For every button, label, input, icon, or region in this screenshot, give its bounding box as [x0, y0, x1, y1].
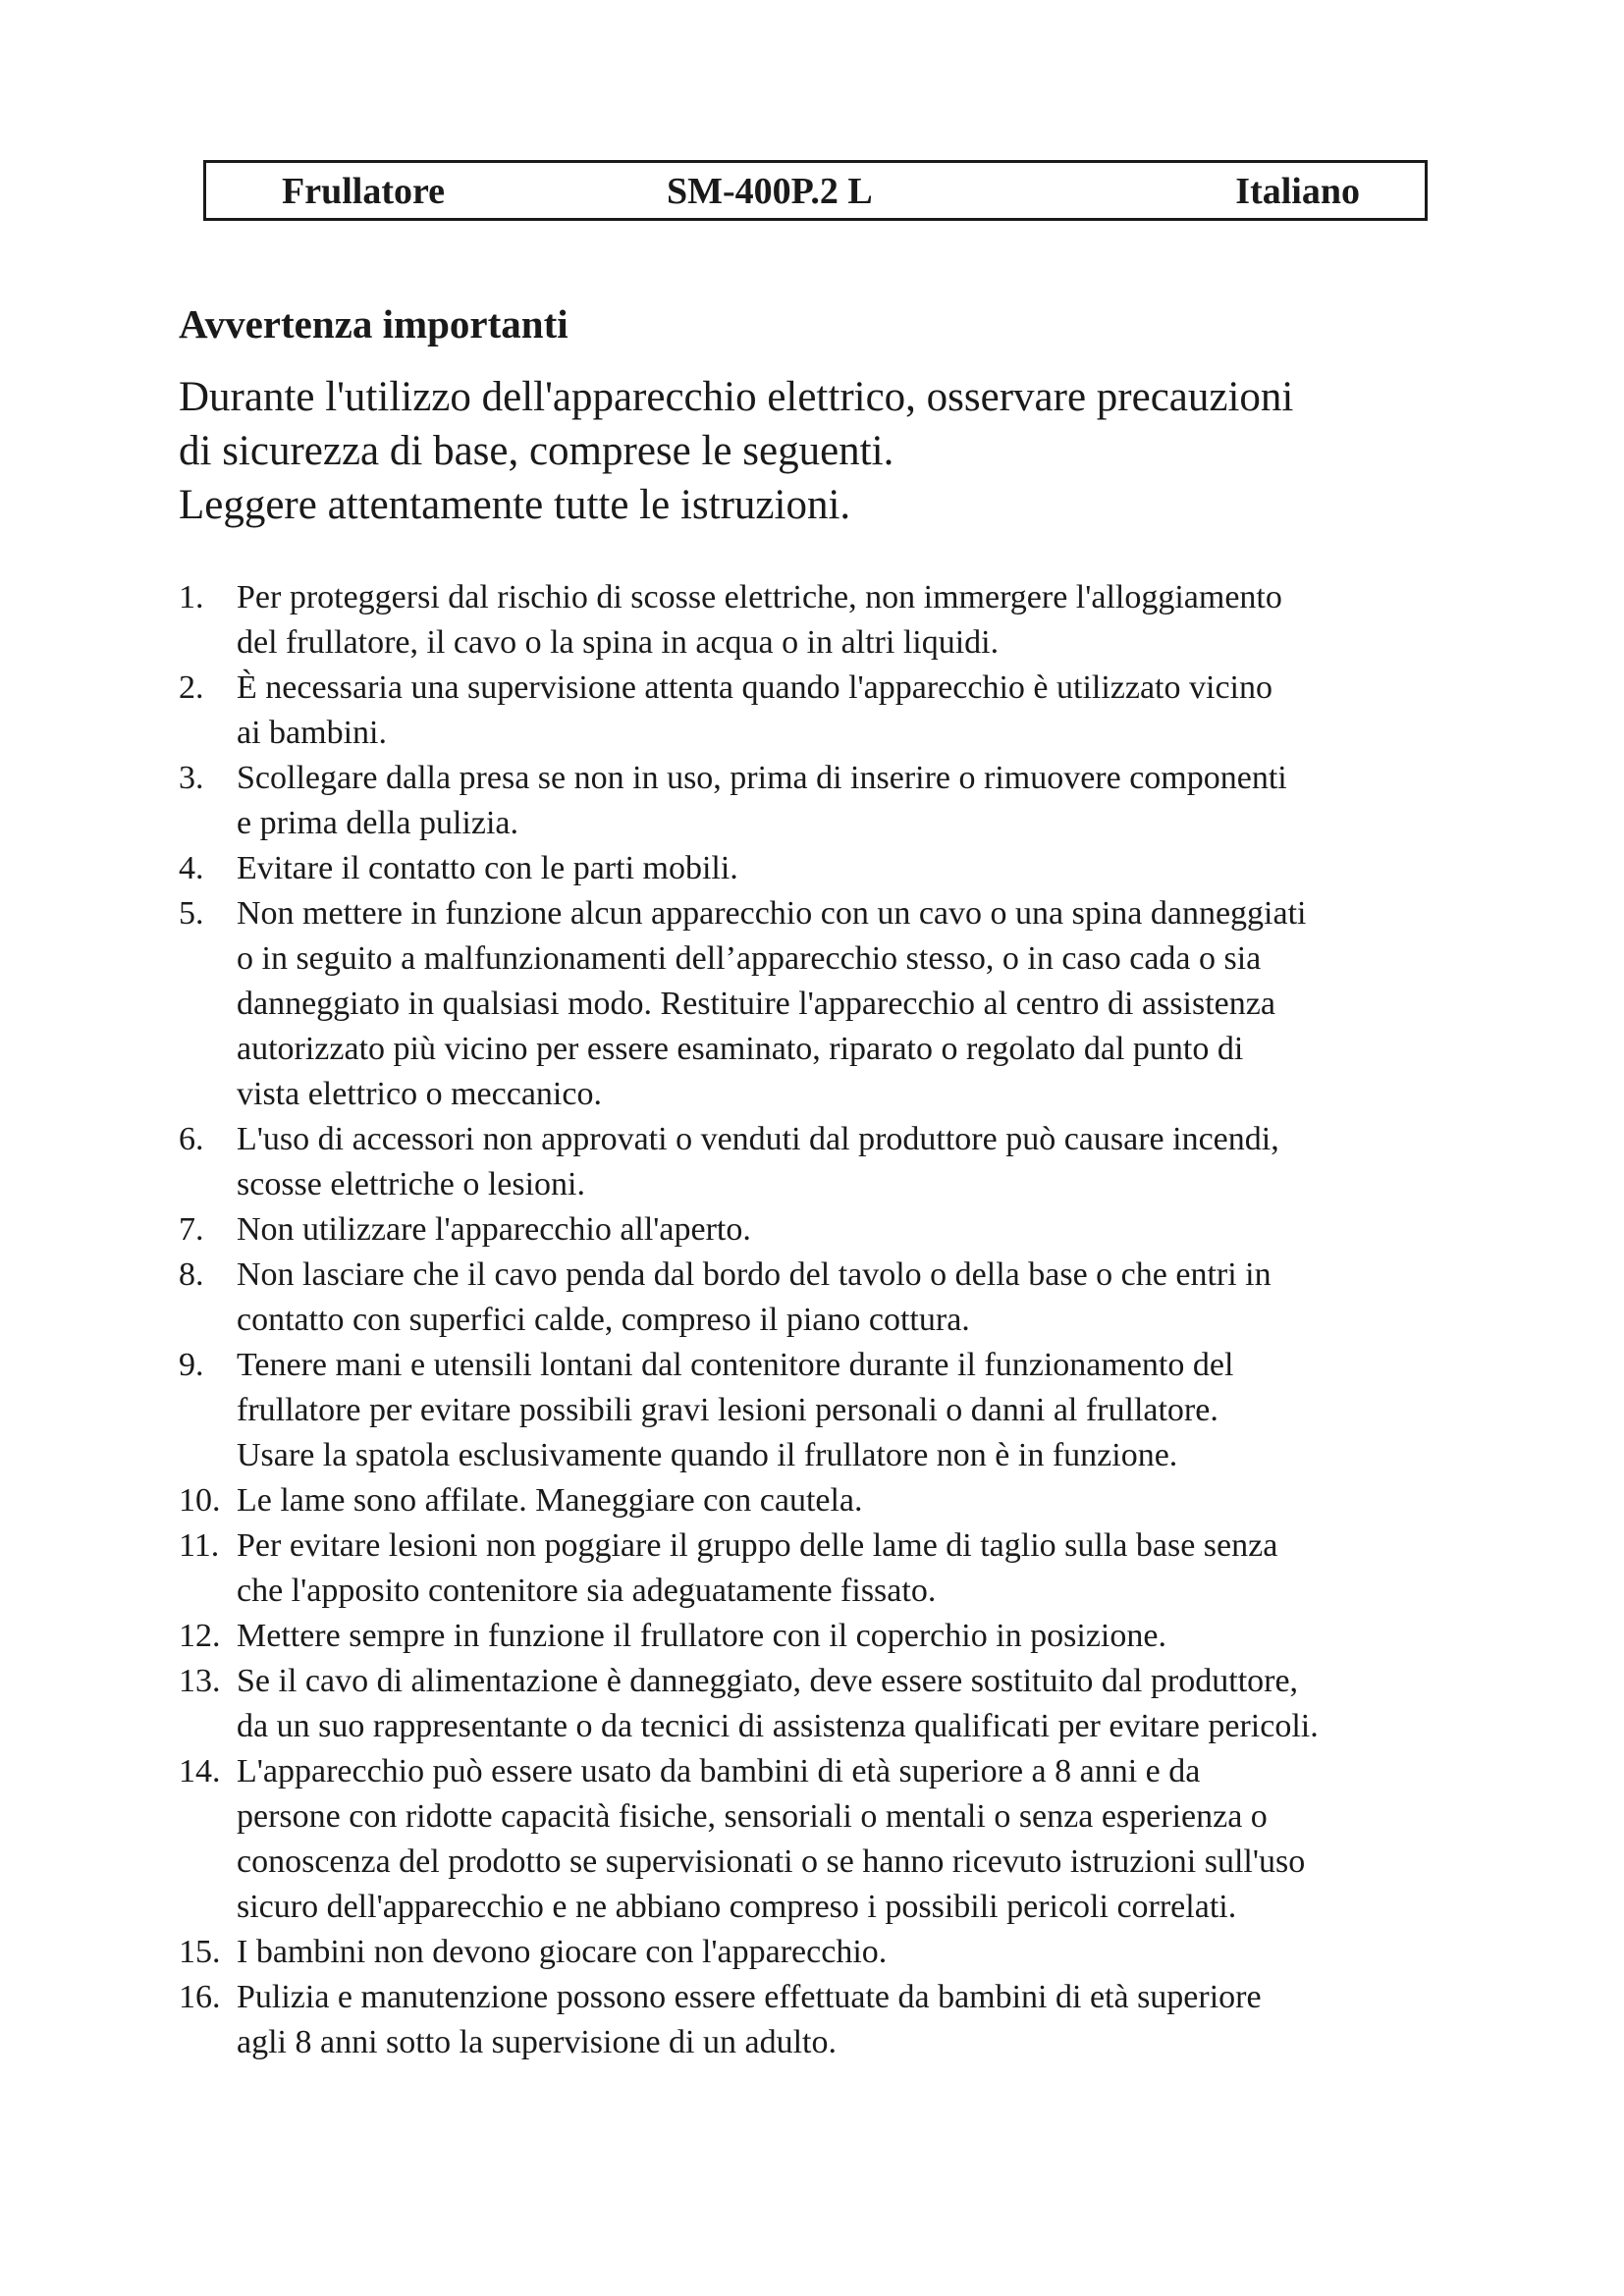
- warning-text-line: contatto con superfici calde, compreso il piano cottura.: [237, 1302, 970, 1338]
- warning-text-line: conoscenza del prodotto se supervisionati o se hanno ricevuto istruzioni sull'uso: [237, 1843, 1306, 1880]
- warning-text-line: danneggiato in qualsiasi modo. Restituire l'apparecchio al centro di assistenza: [237, 986, 1275, 1022]
- warning-text-line: Evitare il contatto con le parti mobili.: [237, 850, 738, 886]
- warning-text-line: Usare la spatola esclusivamente quando il frullatore non è in funzione.: [237, 1437, 1178, 1473]
- warning-text-line: Non mettere in funzione alcun apparecchio con un cavo o una spina danneggiati: [237, 895, 1307, 932]
- warning-item: [179, 1614, 1494, 1659]
- intro-line: Leggere attentamente tutte le istruzioni.: [179, 482, 851, 528]
- intro-line: di sicurezza di base, comprese le seguenti.: [179, 428, 894, 474]
- model-number: SM-400P.2 L: [667, 171, 873, 212]
- intro-line: Durante l'utilizzo dell'apparecchio elettrico, osservare precauzioni: [179, 374, 1294, 420]
- warning-item: [179, 1975, 1494, 2065]
- warning-number: 7.: [179, 1211, 204, 1248]
- warning-text-line: da un suo rappresentante o da tecnici di assistenza qualificati per evitare pericoli.: [237, 1708, 1319, 1744]
- warning-text-line: Non utilizzare l'apparecchio all'aperto.: [237, 1211, 751, 1248]
- warning-number: 14.: [179, 1753, 221, 1789]
- warning-text-line: autorizzato più vicino per essere esaminato, riparato o regolato dal punto di: [237, 1031, 1244, 1067]
- warning-text-line: ai bambini.: [237, 715, 387, 751]
- warning-text-line: vista elettrico o meccanico.: [237, 1076, 602, 1112]
- warning-number: 5.: [179, 895, 204, 932]
- warning-number: 6.: [179, 1121, 204, 1157]
- warning-text-line: Le lame sono affilate. Maneggiare con cautela.: [237, 1482, 863, 1519]
- warning-text-line: agli 8 anni sotto la supervisione di un adulto.: [237, 2024, 837, 2060]
- warning-number: 2.: [179, 669, 204, 706]
- warning-text-line: che l'apposito contenitore sia adeguatamente fissato.: [237, 1573, 937, 1609]
- warning-number: 13.: [179, 1663, 221, 1699]
- warning-item: [179, 1478, 1494, 1523]
- warning-number: 10.: [179, 1482, 221, 1519]
- warning-text-line: persone con ridotte capacità fisiche, sensoriali o mentali o senza esperienza o: [237, 1798, 1268, 1835]
- warning-text-line: o in seguito a malfunzionamenti dell’apparecchio stesso, o in caso cada o sia: [237, 940, 1262, 977]
- warning-item: [179, 1749, 1494, 1930]
- warning-item: [179, 1207, 1494, 1253]
- warning-number: 3.: [179, 760, 204, 796]
- warning-text-line: Tenere mani e utensili lontani dal contenitore durante il funzionamento del: [237, 1347, 1234, 1383]
- document-header: [203, 160, 1428, 221]
- warning-item: [179, 575, 1494, 666]
- warning-item: [179, 756, 1494, 846]
- warning-text-line: sicuro dell'apparecchio e ne abbiano compreso i possibili pericoli correlati.: [237, 1889, 1237, 1925]
- warning-text-line: Per proteggersi dal rischio di scosse elettriche, non immergere l'alloggiamento: [237, 579, 1282, 615]
- warning-number: 15.: [179, 1934, 221, 1970]
- intro-paragraph: [179, 370, 1455, 532]
- warning-number: 16.: [179, 1979, 221, 2015]
- warning-number: 1.: [179, 579, 204, 615]
- warning-number: 11.: [179, 1527, 220, 1564]
- warning-number: 8.: [179, 1256, 204, 1293]
- warning-item: [179, 1930, 1494, 1975]
- section-title: Avvertenza importanti: [179, 301, 568, 347]
- warning-text-line: Per evitare lesioni non poggiare il gruppo delle lame di taglio sulla base senza: [237, 1527, 1278, 1564]
- warning-number: 12.: [179, 1618, 221, 1654]
- warning-text-line: I bambini non devono giocare con l'apparecchio.: [237, 1934, 888, 1970]
- warning-list: [179, 575, 1494, 2065]
- warning-item: [179, 666, 1494, 756]
- warning-item: [179, 1253, 1494, 1343]
- warning-number: 9.: [179, 1347, 204, 1383]
- warning-item: [179, 1117, 1494, 1207]
- warning-number: 4.: [179, 850, 204, 886]
- warning-text-line: scosse elettriche o lesioni.: [237, 1166, 586, 1202]
- warning-text-line: L'uso di accessori non approvati o venduti dal produttore può causare incendi,: [237, 1121, 1279, 1157]
- warning-text-line: frullatore per evitare possibili gravi lesioni personali o danni al frullatore.: [237, 1392, 1218, 1428]
- warning-text-line: Mettere sempre in funzione il frullatore con il coperchio in posizione.: [237, 1618, 1166, 1654]
- warning-item: [179, 1523, 1494, 1614]
- warning-item: [179, 1659, 1494, 1749]
- product-name: Frullatore: [282, 171, 446, 212]
- warning-text-line: Non lasciare che il cavo penda dal bordo del tavolo o della base o che entri in: [237, 1256, 1272, 1293]
- warning-text-line: e prima della pulizia.: [237, 805, 518, 841]
- warning-item: [179, 891, 1494, 1117]
- warning-text-line: Scollegare dalla presa se non in uso, prima di inserire o rimuovere componenti: [237, 760, 1287, 796]
- warning-text-line: È necessaria una supervisione attenta quando l'apparecchio è utilizzato vicino: [237, 669, 1272, 706]
- warning-item: [179, 1343, 1494, 1478]
- warning-text-line: Pulizia e manutenzione possono essere effettuate da bambini di età superiore: [237, 1979, 1262, 2015]
- warning-text-line: L'apparecchio può essere usato da bambini di età superiore a 8 anni e da: [237, 1753, 1201, 1789]
- warning-text-line: Se il cavo di alimentazione è danneggiato, deve essere sostituito dal produttore,: [237, 1663, 1299, 1699]
- warning-item: [179, 846, 1494, 891]
- language-label: Italiano: [1235, 171, 1360, 212]
- warning-text-line: del frullatore, il cavo o la spina in acqua o in altri liquidi.: [237, 624, 1000, 661]
